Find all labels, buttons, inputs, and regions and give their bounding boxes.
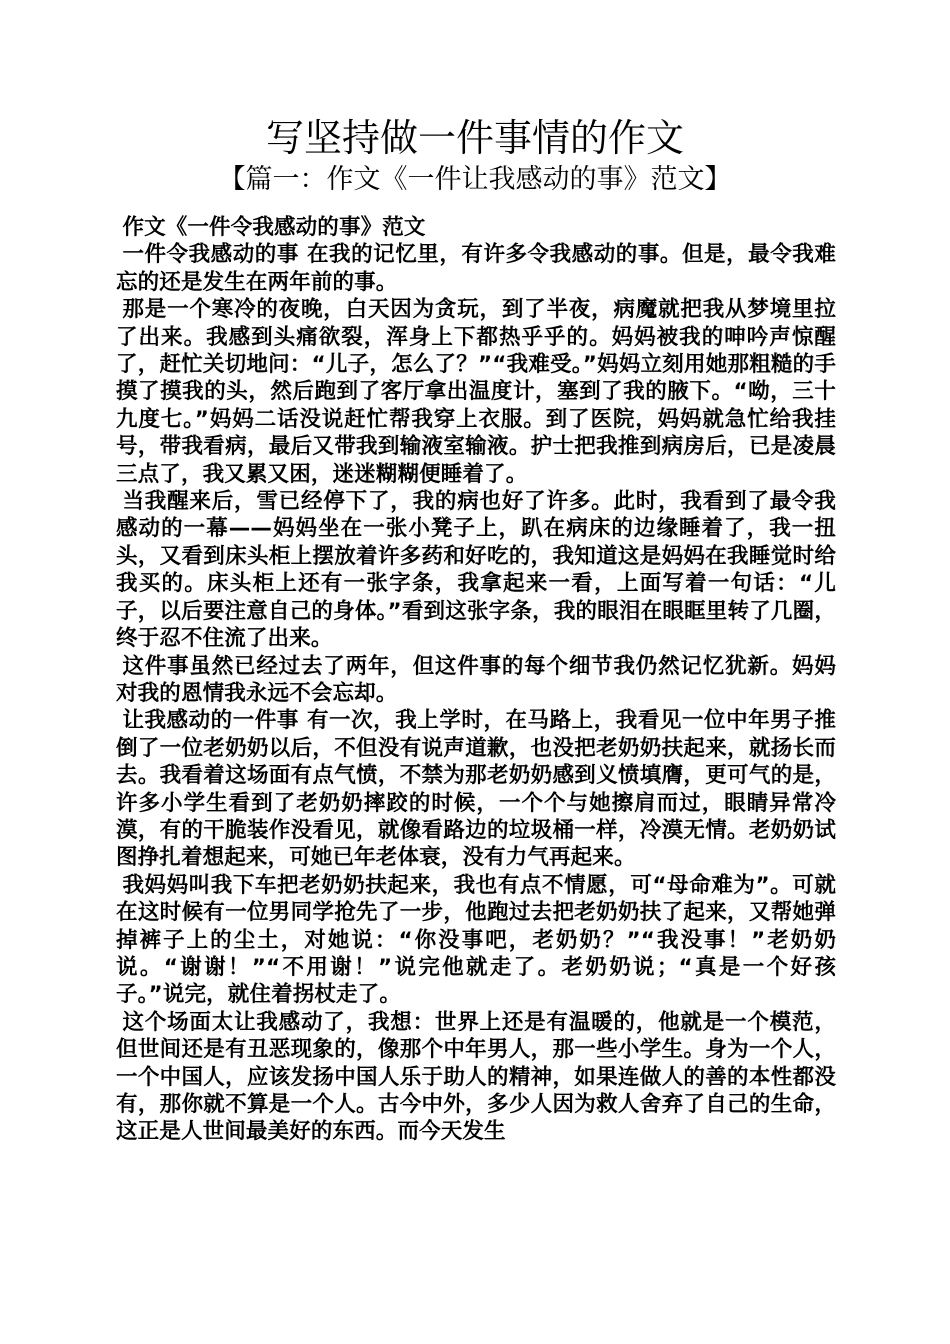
paragraph: 一件令我感动的事 在我的记忆里，有许多令我感动的事。但是，最令我难忘的还是发生在两年前的事。 <box>116 242 836 295</box>
document-subtitle: 【篇一：作文《一件让我感动的事》范文】 <box>218 164 732 195</box>
paragraph: 我妈妈叫我下车把老奶奶扶起来，我也有点不情愿，可“母命难为”。可就在这时候有一位男同学抢先了一步，他跑过去把老奶奶扶了起来，又帮她弹掉裤子上的尘土，对她说：“你没事吧，老奶奶？”“我没事！”老奶奶说。“谢谢！”“不用谢！”说完他就走了。老奶奶说；“真是一个好孩子。”说完，就住着拐杖走了。 <box>116 872 836 1008</box>
paragraph: 这个场面太让我感动了，我想：世界上还是有温暖的，他就是一个模范，但世间还是有丑恶现象的，像那个中年男人，那一些小学生。身为一个人，一个中国人，应该发扬中国人乐于助人的精神，如果连做人的善的本性都没有，那你就不算是一个人。古今中外，多少人因为救人舍弃了自己的生命，这正是人世间最美好的东西。而今天发生 <box>116 1009 836 1145</box>
paragraph: 让我感动的一件事 有一次，我上学时，在马路上，我看见一位中年男子推倒了一位老奶奶以后，不但没有说声道歉，也没把老奶奶扶起来，就扬长而去。我看着这场面有点气愤，不禁为那老奶奶感到义愤填膺，更可气的是，许多小学生看到了老奶奶摔跤的时候，一个个与她擦肩而过，眼睛异常冷漠，有的干脆装作没看见，就像看路边的垃圾桶一样，冷漠无情。老奶奶试图挣扎着想起来，可她已年老体衰，没有力气再起来。 <box>116 708 836 871</box>
paragraph: 作文《一件令我感动的事》范文 <box>122 215 426 240</box>
document-body <box>116 214 836 1146</box>
paragraph: 这件事虽然已经过去了两年，但这件事的每个细节我仍然记忆犹新。妈妈对我的恩情我永远不会忘却。 <box>116 653 836 706</box>
paragraph: 当我醒来后，雪已经停下了，我的病也好了许多。此时，我看到了最令我感动的一幕——妈妈坐在一张小凳子上，趴在病床的边缘睡着了，我一扭头，又看到床头柜上摆放着许多药和好吃的，我知道这是妈妈在我睡觉时给我买的。床头柜上还有一张字条，我拿起来一看，上面写着一句话：“儿子，以后要注意自己的身体。”看到这张字条，我的眼泪在眼眶里转了几圈，终于忍不住流了出来。 <box>116 489 836 652</box>
document-title: 写坚持做一件事情的作文 <box>265 116 684 160</box>
paragraph: 那是一个寒冷的夜晚，白天因为贪玩，到了半夜，病魔就把我从梦境里拉了出来。我感到头痛欲裂，浑身上下都热乎乎的。妈妈被我的呻吟声惊醒了，赶忙关切地问：“儿子，怎么了？”“我难受。”妈妈立刻用她那粗糙的手摸了摸我的头，然后跑到了客厅拿出温度计，塞到了我的腋下。“呦，三十九度七。”妈妈二话没说赶忙帮我穿上衣服。到了医院，妈妈就急忙给我挂号，带我看病，最后又带我到输液室输液。护士把我推到病房后，已是凌晨三点了，我又累又困，迷迷糊糊便睡着了。 <box>116 297 836 487</box>
